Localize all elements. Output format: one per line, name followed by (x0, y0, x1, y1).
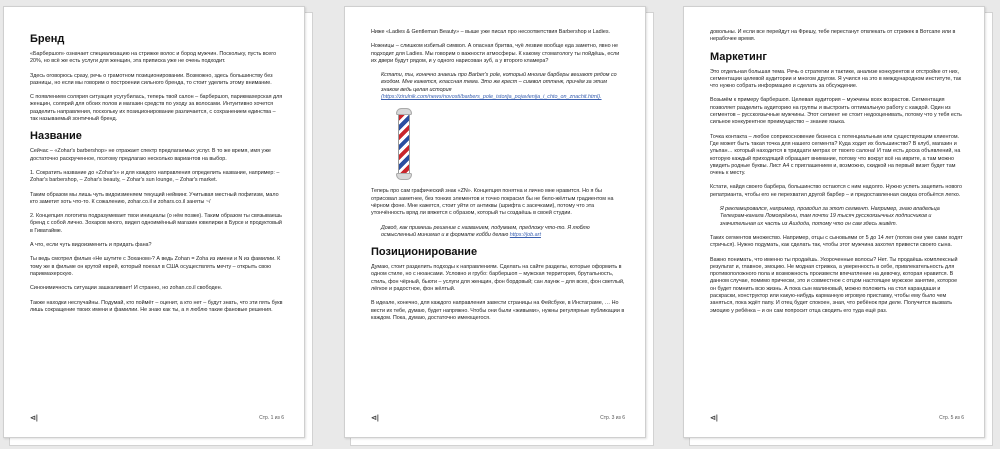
body-paragraph: Это отдельная большая тема. Речь о стратегии и тактике, анализе конкурентов и отстройке от них, сегментации целевой аудитории и многом другом. Я учился на это в международном институте, так что нужно собрать информацию и сделать за обсуждение. (710, 68, 962, 90)
barber-pole-image (393, 108, 415, 180)
body-paragraph: Синонимичность ситуации зашкаливает! И странно, но zohan.co.il свободен. (30, 285, 223, 292)
body-paragraph: Теперь про сам графический знак «ZN». Концепция понятна и лично мне нравится. Но я бы отрисовал заметнее, без тонких элементов и точно покрасил бы не бело-жёлтым градиентом на чёрном фоне. Мне кажется, стоит уйти от антиквы (шрифта с засечками), потому что эта утончённость вряд ли вяжется с образом, который ты создаёшь в своей студии. (371, 188, 614, 217)
pole-stripes (398, 115, 410, 173)
page-number: Стр. 5 из 6 (939, 415, 964, 421)
quote-paragraph (710, 206, 964, 228)
body-paragraph: В идеале, конечно, для каждого направления завести страницы на Фейсбуке, в Инстаграме, … Но вести их тебе, думаю, будет напряжно. Чтобы они были «живыми», нужны регулярные публикации в каждом. Пока, думаю, достаточно имеющегося. (371, 300, 625, 321)
body-paragraph: Важно понимать, что именно ты продаёшь. Укороченные волосы? Нет. Ты продаёшь комплексный результат и, главное, эмоцию. Не модная стрижка, а уверенность в себе, привлекательность для противоположного пола и возможность произвести впечатление на девочку, которая нравится. В данном случае, помимо прически, это и совместное с отцом настоящее мужское занятие, которое он будет помнить всю жизнь. А пока сын малиновый, можно положить на стол карандаши и раскраски, конструктор или какую-нибудь карманную игровую приставку, чтобы ему было чем заняться, пока ждёт папу. И отец будет спокоен, зная, что ребёнок при деле. Получится вызвать эмоцию у ребёнка – и он сам попросит отца сводить его туда ещё раз. (710, 256, 958, 314)
section-heading: Маркетинг (710, 50, 767, 63)
document-page-stack-1 (3, 6, 313, 442)
body-paragraph: Таких сегментов множество. Например, отцы с сыновьями от 5 до 14 лет (потом они уже сами ходят стричься). Нужно подумать, как сделать так, чтобы этот мужчина захотел привести своего сына. (710, 234, 963, 249)
body-paragraph: 1. Сократить название до «Zohar's» и для каждого направления определить название, например: – Zohar's barbershop, – Zohar's beauty, – Zohar's sun lounge, – Zohar's market. (30, 169, 280, 184)
page-footer (371, 414, 625, 423)
quote-paragraph (371, 225, 625, 240)
body-paragraph: С появлением солярия ситуация усугубилась, теперь твой салон – барбершоп, парикмахерская для женщин, солярий для обоих полов и магазин средств по уходу за волосами. Интуитивно хочется разделить направления, поскольку их позиционирование различается, с сохранением единства – так называемый зонтичный бренд. (30, 94, 283, 123)
page-content (710, 29, 964, 315)
body-paragraph: Здесь оговорюсь сразу, речь о грамотном позиционировании. Возможно, здесь большинству без разницы, но если мы говорим о построении сильного бренда, то стоит уделить этому внимание. (30, 72, 273, 86)
logo-icon: ⊲| (30, 415, 38, 422)
body-paragraph: Точка контакта – любое соприкосновение бизнеса с потенциальным или существующим клиентом. Где может быть такая точка для нашего сегмента? Куда ходит их большинство? В клуб, магазин и ульпан… который находится в тридцати метрах от твоего салона! И там есть доска объявлений, на которую каждый приходящий обращает внимание, потому что вокруг всё на иврите, а там можно увидеть родные буквы. Лист A4 с приглашением и, возможно, скидкой на первый визит будет там очень к месту. (710, 133, 961, 177)
body-paragraph: 2. Концепция логотипа подразумевает твои инициалы (о нём позже). Таким образом ты связываешь бренд с собой лично. Зохаров много, видел одноимённый магазин ювелирки в Бурсе и продуктовый в Гиватайме. (30, 213, 282, 234)
page-number: Стр. 1 из 6 (259, 415, 284, 421)
body-paragraph: Также находки неслучайны. Подумай, кто поймёт – оценит, а кто нет – будут знать, что эти пять букв лишь сокращение твоих имени и фамилии. Не знаю как ты, а я люблю такие фановые решения. (30, 299, 283, 313)
logo-icon: ⊲| (371, 415, 379, 422)
document-page-stack-2 (344, 6, 654, 442)
logo-icon: ⊲| (710, 415, 718, 422)
document-page-stack-3 (683, 6, 993, 442)
quote-text: Кстати, ты, конечно знаешь про Barber's pole, который многие барберы вешают рядом со входом. Мне кажется, классная тема. Это же крест – символ оттенк, причём за этим знаком ведь целая история (381, 72, 617, 93)
body-paragraph: Ты ведь смотрел фильм «Не шутите с Зоханом»? А ведь Zohan = Zoha из имени и N из фамилии. К тому же в фильме он крутой еврей, который поехал в США осуществлять мечту – открыть свою парикмахерскую. (30, 256, 281, 277)
document-page-5 (683, 6, 985, 438)
body-paragraph: Таким образом мы лишь чуть видоизменяем текущий нейминг. Учитывая местный пофигизм, мало кто заметит хоть что-то. К сожалению, zohar.co.il и zohars.co.il заняты ~/ (30, 191, 279, 205)
body-paragraph: довольны. И если все перейдут на Фрешу, тебе перестанут отвлекать от стрижек в Вотсапе или в нерабочее время. (710, 29, 956, 43)
pole-cap-bottom (396, 173, 412, 180)
body-paragraph: Ножницы – слишком избитый символ. А опасная бритва, чуё лезвие вообще еда заметно, явно не подходит для Ladies. Мы говорим о важности атмосферы. К какому стоматологу ты пойдёшь, если их двери будут рядом, и у одного нарисован зуб, а у второго кламера? (371, 43, 620, 64)
body-paragraph: Думаю, стоит разделить подходы к направлениям. Сделать на сайте разделы, которые оформить в одном стиле, но с нюансами. Условно и грубо: барбершоп – мужская территория, брутальность, стиль, фон чёрный, бьюти – услуги для женщин, фон бордовый; сан лаунж – для всех, фон светлый, лёгкое и радостное, фон жёлтый. (371, 264, 625, 293)
reference-link[interactable]: (https://zirulnik.com/news/novosti/barbers_pole_istorija_pojavlenija_i_chto_on_znachit.html). (381, 94, 602, 101)
page-content (371, 29, 625, 322)
quote-text: Довод, как примешь решение с названием, подумаем, предложу что-то. Я люблю осмысленный минимал и в формате кобби делаю (381, 224, 590, 238)
body-paragraph: Сейчас – «Zohar's barbershop» не отражает спектр предлагаемых услуг. В то же время, имя уже достаточно раскрученное, поэтому предлагаю несколько вариантов на выбор. (30, 148, 271, 162)
section-heading: Название (30, 130, 82, 143)
pole-cap-top (396, 108, 412, 115)
quote-paragraph (371, 72, 625, 101)
body-paragraph: Ниже «Ladies & Gentleman Beauty» – выше уже писал про несоответствия Barbershop и Ladies. (371, 29, 611, 35)
page-content (30, 33, 284, 314)
page-number: Стр. 3 из 6 (600, 415, 625, 421)
body-paragraph: А что, если чуть видоизменить и придать фана? (30, 242, 152, 249)
reference-link[interactable]: https://job.art (509, 231, 541, 238)
body-paragraph: Кстати, найдя своего барбера, большинство остаются с ним надолго. Нужно успеть зацепить нового репатрианта, чтобы его не перехватил другой барбер – и предоставленная скидка отобьётся легко. (710, 184, 962, 198)
quote-text: Я рекламировался, например, проводил за этот сегмент. Например, знаю владельца Телеграм-канала Ломогрёжни, там почти 19 тысяч русскоязычных подписчиков и значительная их часть из Ашдода, потому что он сам здесь живёт. (720, 206, 940, 227)
page-footer (30, 414, 284, 423)
body-paragraph: Возьмём к примеру барбершоп. Целевая аудитория – мужчины всех возрастов. Сегментация позволяет разделить аудиторию на группы и выстроить оптимальную работу с каждой. Один из сегментов – русскоязычные мужчины. Этот сегмент не стоит недооценивать, потому что у тебя есть сильное конкурентное преимущество – знание языка. (710, 97, 962, 126)
document-page-3 (344, 6, 646, 438)
body-paragraph: «Барбершоп» означает специализацию на стрижке волос и бород мужчин. Поскольку, пусть всего 20%, но всё же есть услуги для женщин, эта приписка уже не очень подходит. (30, 51, 277, 65)
section-heading: Бренд (30, 33, 65, 45)
page-footer (710, 414, 964, 423)
section-heading: Позиционирование (371, 246, 478, 259)
document-page-1 (3, 6, 305, 438)
